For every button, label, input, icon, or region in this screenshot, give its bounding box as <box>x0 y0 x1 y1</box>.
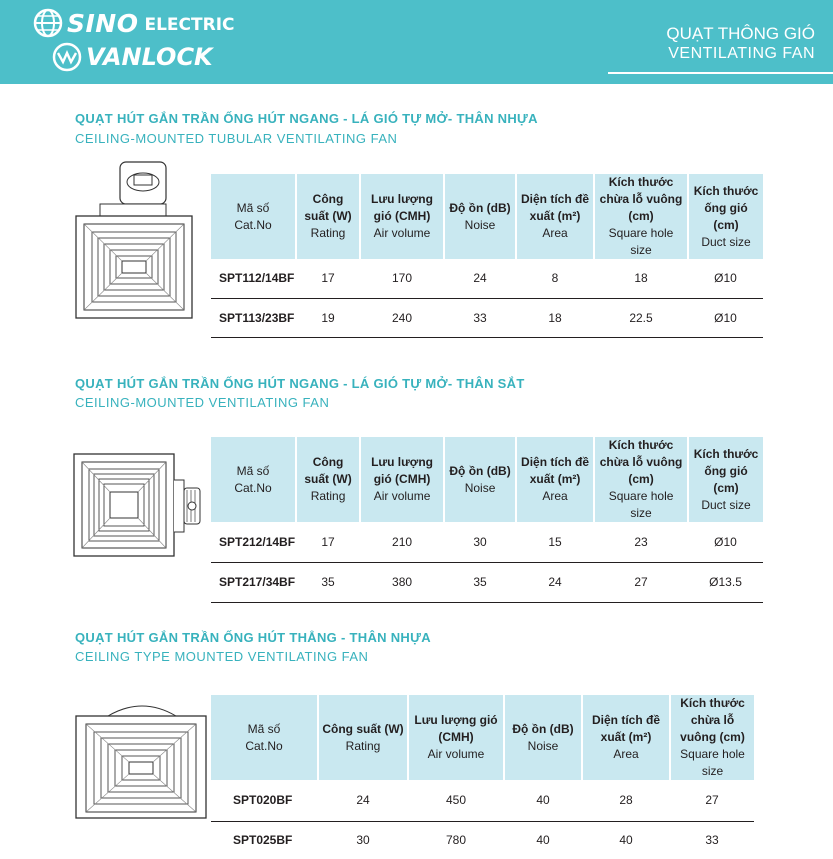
header-en: Square hole size <box>608 226 674 257</box>
cell-noise: 35 <box>444 562 516 602</box>
header-vn: Kích thước chừa lỗ vuông (cm) <box>599 438 683 486</box>
table-row <box>211 780 754 821</box>
cell-air-volume: 240 <box>360 298 444 337</box>
header-en: Rating <box>345 738 381 753</box>
header-vn: Độ ồn (dB) <box>512 721 574 736</box>
cell-air-volume: 170 <box>360 259 444 298</box>
header-en: Rating <box>310 226 346 240</box>
header-en: Cat.No <box>245 738 283 753</box>
cell-air-volume: 450 <box>408 780 504 821</box>
header-air-volume <box>360 174 444 259</box>
header-square-hole <box>670 695 754 780</box>
header-rating <box>296 437 360 522</box>
table-row <box>211 298 763 337</box>
header-area <box>516 437 594 522</box>
cell-noise: 24 <box>444 259 516 298</box>
header-vn: Kích thước ống gió (cm) <box>693 446 759 495</box>
fan-image-metal-body <box>72 452 207 560</box>
header-title <box>666 24 815 63</box>
cell-duct-size: Ø10 <box>688 522 763 562</box>
cell-square-hole: 23 <box>594 522 688 562</box>
header-divider <box>608 72 833 74</box>
cell-air-volume: 380 <box>360 562 444 602</box>
header-vn: Mã số <box>247 721 281 736</box>
cell-duct-size: Ø10 <box>688 259 763 298</box>
header-vn: Kích thước ống gió (cm) <box>693 183 759 232</box>
header-duct-size <box>688 437 763 522</box>
header-en: Area <box>613 747 639 761</box>
section-1-subtitle: CEILING-MOUNTED TUBULAR VENTILATING FAN <box>75 131 398 146</box>
header-vn: Độ ồn (dB) <box>449 463 511 478</box>
cell-duct-size: Ø10 <box>688 298 763 337</box>
brand-electric: ELECTRIC <box>144 15 235 35</box>
section-1-title: QUẠT HÚT GẮN TRẦN ỐNG HÚT NGANG - LÁ GIÓ TỰ MỞ- THÂN NHỰA <box>75 111 538 126</box>
section-3-title: QUẠT HÚT GẮN TRẦN ỐNG HÚT THẲNG - THÂN NHỰA <box>75 630 431 645</box>
header-en: Noise <box>464 217 496 232</box>
table-row <box>211 259 763 298</box>
header-duct-size <box>688 174 763 259</box>
cell-noise: 40 <box>536 833 550 848</box>
header-cat-no <box>211 437 296 522</box>
header-square-hole <box>594 174 688 259</box>
cell-area: 8 <box>516 259 594 298</box>
cell-area: 24 <box>516 562 594 602</box>
cell-cat-no: SPT217/34BF <box>211 562 296 602</box>
spec-table-1 <box>211 174 763 338</box>
header-vn: Lưu lượng gió (CMH) <box>371 192 433 223</box>
header-cat-no <box>211 695 318 780</box>
sino-electric-logo <box>33 8 235 38</box>
cell-area: 40 <box>619 833 633 848</box>
cell-area: 18 <box>516 298 594 337</box>
brand-sino: SINO <box>67 8 139 38</box>
spec-table-3 <box>211 695 754 859</box>
cell-duct-size: Ø13.5 <box>688 562 763 602</box>
cell-rating: 24 <box>318 780 408 821</box>
header-vn: Mã số <box>236 200 270 215</box>
cell-rating: 19 <box>296 298 360 337</box>
cell-cat-no: SPT112/14BF <box>211 259 296 298</box>
section-3-subtitle: CEILING TYPE MOUNTED VENTILATING FAN <box>75 649 369 664</box>
header-en: Cat.No <box>234 480 272 495</box>
fan-image-tubular <box>74 160 196 322</box>
header-vn: Kích thước chừa lỗ vuông (cm) <box>599 175 683 223</box>
cell-square-hole: 27 <box>670 780 754 821</box>
cell-noise: 33 <box>444 298 516 337</box>
cell-cat-no: SPT113/23BF <box>211 298 296 337</box>
spec-table-2 <box>211 437 763 603</box>
section-2-title: QUẠT HÚT GẮN TRẦN ỐNG HÚT NGANG - LÁ GIÓ TỰ MỞ- THÂN SẮT <box>75 376 525 391</box>
header-vn: Diện tích đề xuất (m²) <box>521 455 590 486</box>
header-air-volume <box>408 695 504 780</box>
header-en: Duct size <box>701 234 751 249</box>
header-cat-no <box>211 174 296 259</box>
header-rating <box>318 695 408 780</box>
header-vn: Công suất (W) <box>304 192 352 223</box>
header-vn: Độ ồn (dB) <box>449 200 511 215</box>
cell-square-hole: 33 <box>705 833 719 848</box>
header-square-hole <box>594 437 688 522</box>
cell-rating: 17 <box>296 522 360 562</box>
header-noise <box>444 174 516 259</box>
table-row <box>211 821 754 859</box>
cell-cat-no: SPT212/14BF <box>211 522 296 562</box>
cell-cat-no: SPT020BF <box>211 780 318 821</box>
header-en: Rating <box>310 489 346 503</box>
cell-area: 28 <box>582 780 670 821</box>
header-noise <box>504 695 582 780</box>
globe-icon <box>33 8 63 38</box>
header-area <box>516 174 594 259</box>
cell-rating: 30 <box>356 833 370 848</box>
header-en: Duct size <box>701 497 751 512</box>
header-en: Area <box>542 489 568 503</box>
header-vn: Lưu lượng gió (CMH) <box>414 713 498 744</box>
brand-vanlock: VANLOCK <box>86 43 213 71</box>
header-air-volume <box>360 437 444 522</box>
header-vn: Lưu lượng gió (CMH) <box>371 455 433 486</box>
header-en: Noise <box>527 738 559 753</box>
cell-square-hole: 27 <box>594 562 688 602</box>
vanlock-logo <box>52 42 213 72</box>
cell-cat-no: SPT025BF <box>233 833 293 848</box>
table-row <box>211 522 763 562</box>
header-en: Air volume <box>427 747 485 761</box>
vanlock-emblem-icon <box>52 42 82 72</box>
cell-air-volume: 210 <box>360 522 444 562</box>
header-vn: Diện tích đề xuất (m²) <box>591 713 660 744</box>
cell-noise: 40 <box>504 780 582 821</box>
header-en: Square hole size <box>680 747 745 778</box>
cell-noise: 30 <box>444 522 516 562</box>
header-vn: Kích thước chừa lỗ vuông (cm) <box>680 696 745 744</box>
header-en: Area <box>542 226 568 240</box>
header-vn: Mã số <box>236 463 270 478</box>
header-area <box>582 695 670 780</box>
header-vn: Công suất (W) <box>304 455 352 486</box>
header-noise <box>444 437 516 522</box>
cell-rating: 17 <box>296 259 360 298</box>
header-vn: Diện tích đề xuất (m²) <box>520 192 589 223</box>
table-row <box>211 562 763 602</box>
header-rating <box>296 174 360 259</box>
header-title-en: VENTILATING FAN <box>668 45 815 62</box>
cell-square-hole: 22.5 <box>594 298 688 337</box>
cell-air-volume: 780 <box>445 833 467 848</box>
page-header <box>0 0 833 84</box>
header-vn: Công suất (W) <box>322 721 404 736</box>
header-en: Noise <box>464 480 496 495</box>
cell-square-hole: 18 <box>594 259 688 298</box>
header-en: Air volume <box>373 226 431 240</box>
fan-image-straight <box>74 702 210 820</box>
header-en: Square hole size <box>608 489 674 520</box>
section-2-subtitle: CEILING-MOUNTED VENTILATING FAN <box>75 395 330 410</box>
cell-rating: 35 <box>296 562 360 602</box>
header-en: Cat.No <box>234 217 272 232</box>
header-title-vn: QUẠT THÔNG GIÓ <box>666 24 815 43</box>
cell-area: 15 <box>516 522 594 562</box>
header-en: Air volume <box>373 489 431 503</box>
